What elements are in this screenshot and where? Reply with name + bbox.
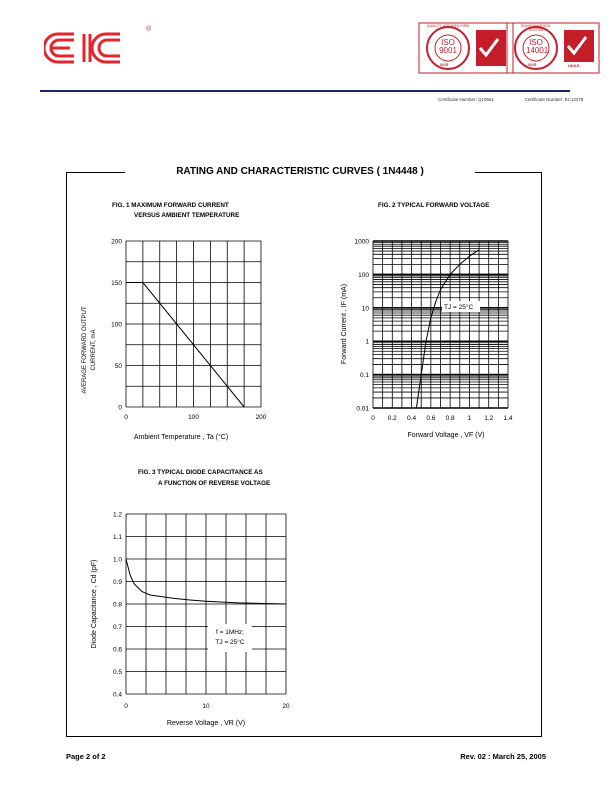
footer-page-number: Page 2 of 2 <box>66 752 106 761</box>
y-tick-label: 0.5 <box>112 669 122 676</box>
fig1-ylabel-line1: AVERAGE FORWARD OUTPUT <box>82 306 88 394</box>
y-tick-label: 0.8 <box>112 601 122 609</box>
x-tick-label: 0.2 <box>387 415 397 422</box>
fig1-title-line1: FIG. 1 MAXIMUM FORWARD CURRENT <box>112 202 229 209</box>
fig1-chart <box>60 232 290 447</box>
x-tick-label: 10 <box>202 703 210 710</box>
fig3-ylabel: Diode Capacitance , Cd (pF) <box>91 559 98 649</box>
registered-mark: ® <box>146 26 152 33</box>
y-tick-label: 0.1 <box>359 372 369 380</box>
x-tick-label: 0.8 <box>445 415 455 422</box>
y-tick-label: 1000 <box>354 238 369 246</box>
fig2-chart <box>330 232 530 447</box>
y-tick-label: 1 <box>365 338 369 346</box>
x-tick-label: 100 <box>188 414 199 421</box>
x-tick-label: 0 <box>124 414 128 421</box>
x-tick-label: 200 <box>255 414 267 421</box>
x-tick-label: 1 <box>467 415 472 422</box>
y-tick-label: 1.1 <box>112 534 122 541</box>
footer-revision: Rev. 02 : March 25, 2005 <box>460 752 546 761</box>
iso9001-certification-badge <box>418 22 514 102</box>
iso14001-certification-badge <box>506 22 602 102</box>
y-tick-label: 0.6 <box>112 646 122 654</box>
fig3-xlabel: Reverse Voltage , VR (V) <box>166 720 246 727</box>
y-tick-label: 50 <box>114 363 122 370</box>
iso-label: ISO <box>529 38 543 47</box>
iso-label: ISO <box>441 38 455 47</box>
header-divider <box>40 90 570 92</box>
fig3-annotation-line1: f = 1MHz; <box>216 629 244 636</box>
y-tick-label: 150 <box>111 280 122 287</box>
x-tick-label: 0 <box>124 703 128 710</box>
page-title: RATING AND CHARACTERISTIC CURVES ( 1N4448 ) <box>125 166 475 177</box>
fig2-xlabel: Forward Voltage , VF (V) <box>407 432 485 439</box>
cert-caption: Certificate Number: Q10561 <box>437 97 495 102</box>
iso-number: 14001 <box>526 46 549 55</box>
y-tick-label: 0.01 <box>356 405 369 413</box>
x-tick-label: 0 <box>371 415 375 422</box>
ring-text: QUALITY ASSURED FIRM <box>426 24 470 28</box>
fig1-ylabel-line2: CURRENT, mA <box>91 329 97 371</box>
y-tick-label: 0.4 <box>112 691 122 699</box>
x-tick-label: 1.2 <box>484 415 494 422</box>
y-tick-label: 1.2 <box>112 511 122 519</box>
cert-caption: Certificate Number: EC12278 <box>524 97 584 102</box>
y-tick-label: 10 <box>361 305 369 313</box>
ring-text: ENVIRONMENTAL SYSTEM <box>521 24 551 32</box>
sgs-label: SGS <box>528 62 537 67</box>
x-tick-label: 20 <box>282 703 290 710</box>
x-tick-label: 0.4 <box>407 415 417 422</box>
y-tick-label: 200 <box>111 238 122 246</box>
y-tick-label: 0.9 <box>112 579 122 586</box>
y-tick-label: 0 <box>118 404 122 412</box>
fig2-annotation: TJ = 25°C <box>444 304 474 311</box>
ukas-label: UKAS <box>568 63 580 68</box>
fig1-xlabel: Ambient Temperature , Ta (°C) <box>133 434 229 441</box>
eic-logo <box>44 26 154 70</box>
fig1-title-line2: VERSUS AMBIENT TEMPERATURE <box>134 212 240 219</box>
iso-number: 9001 <box>439 46 457 55</box>
fig3-title-line2: A FUNCTION OF REVERSE VOLTAGE <box>158 480 271 487</box>
fig3-chart <box>80 506 310 732</box>
y-tick-label: 100 <box>111 321 122 329</box>
x-tick-label: 0.6 <box>426 415 436 422</box>
fig2-title: FIG. 2 TYPICAL FORWARD VOLTAGE <box>378 202 490 209</box>
y-tick-label: 100 <box>358 271 369 279</box>
y-tick-label: 1.0 <box>112 556 122 564</box>
fig2-ylabel: Forward Current , IF (mA) <box>341 283 348 365</box>
fig3-annotation-line2: TJ = 25°C <box>215 639 245 646</box>
fig3-title-line1: FIG. 3 TYPICAL DIODE CAPACITANCE AS <box>138 469 263 476</box>
y-tick-label: 0.7 <box>112 624 122 631</box>
sgs-label: SGS <box>440 62 449 67</box>
x-tick-label: 1.4 <box>503 415 513 422</box>
